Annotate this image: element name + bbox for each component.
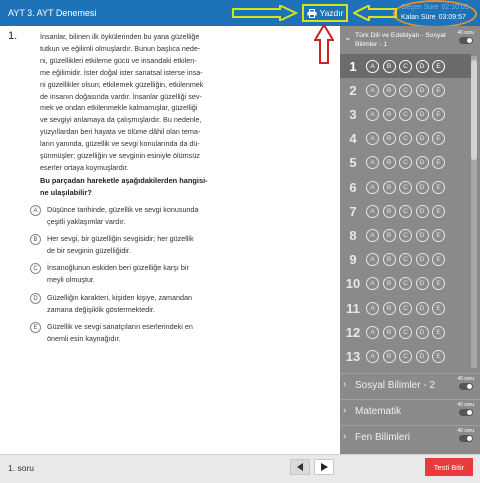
answer-bubble-a[interactable]: A [366,302,379,315]
answer-bubble-c[interactable]: C [399,253,412,266]
section-toggle[interactable] [459,409,473,416]
answer-bubble-e[interactable]: E [432,302,445,315]
answer-bubble-b[interactable]: B [383,350,396,363]
remaining-time [401,14,466,21]
answer-bubble-d[interactable]: D [416,84,429,97]
passage-line: şünmüşler; güzelliğin ve sevginin esiniyle ölümsüz [40,151,200,161]
answer-bubble-c[interactable]: C [399,60,412,73]
answer-row-number: 9 [349,252,357,268]
passage-line: ni güzellikler olsun; etkilemek güzelliğin, etkilenmek [40,79,204,89]
answer-bubble-c[interactable]: C [399,132,412,145]
answer-bubble-a[interactable]: A [366,60,379,73]
option-line: zamana değişiklik göstermektedir. [47,305,155,314]
option-c[interactable] [30,262,320,286]
section-toggle[interactable] [459,435,473,442]
answer-bubble-c[interactable]: C [399,277,412,290]
section-count-label: 40 soru [457,428,474,434]
passage-line: İnsanlar, bilinen ilk öykülerinden bu yana güzelliğe [40,32,200,41]
answer-bubble-d[interactable]: D [416,132,429,145]
answer-row-number: 5 [349,155,357,171]
answer-row[interactable] [340,248,471,272]
answer-bubble-a[interactable]: A [366,253,379,266]
answer-bubble-e[interactable]: E [432,277,445,290]
answer-bubble-c[interactable]: C [399,181,412,194]
prompt-line: ne ulaşılabilir? [40,188,92,197]
answer-row[interactable] [340,151,471,175]
answer-row-number: 4 [349,131,357,147]
answer-bubble-d[interactable]: D [416,60,429,73]
elapsed-time [401,4,469,11]
section-title: Türk Dili ve Edebiyatı - Sosyal Bilimler - 1 [355,32,446,48]
answer-bubble-e[interactable]: E [432,350,445,363]
print-button[interactable] [302,4,348,22]
answer-bubble-b[interactable]: B [383,302,396,315]
answer-bubble-a[interactable]: A [366,132,379,145]
option-line: de bir sevginin güzelliğidir. [47,246,131,255]
passage-line: tutkun ve eğilimli olmuşlardır. Bunun başlıca nede- [40,43,201,53]
answer-bubble-a[interactable]: A [366,156,379,169]
answer-bubble-e[interactable]: E [432,60,445,73]
section-label: Matematik [355,406,402,417]
passage-line: eserler ortaya koymuşlardır. [40,162,129,172]
answer-row-number: 10 [345,276,361,292]
answer-bubble-a[interactable]: A [366,181,379,194]
answer-row-number: 1 [349,58,357,74]
answer-row[interactable] [340,78,471,102]
option-line: Düşünce tarihinde, güzellik ve sevgi konusunda [47,205,199,214]
section-count-label: 40 soru [457,402,474,408]
section-count [457,428,474,442]
section-social-2[interactable] [340,373,480,397]
section-count [457,30,474,44]
answer-row[interactable] [340,296,471,320]
chevron-right-icon: › [343,405,347,416]
answer-row[interactable] [340,320,471,344]
answer-bubble-e[interactable]: E [432,205,445,218]
option-line: Güzelliğin karakteri, kişiden kişiye, zamandan [47,293,193,302]
passage-line: ların yanında, güzellik ve sevgi konularında da dü- [40,139,200,149]
answer-bubble-e[interactable]: E [432,156,445,169]
previous-button[interactable] [290,459,310,475]
question-indicator: 1. soru [8,463,34,473]
section-label: Sosyal Bilimler - 2 [355,380,436,391]
option-line: Güzellik ve sevgi sanatçıların eserlerindeki en [47,322,193,331]
question-number: 1. [8,30,18,42]
answer-bubble-c[interactable]: C [399,326,412,339]
option-e[interactable] [30,321,320,345]
answer-bubble-b[interactable]: B [383,205,396,218]
answer-bubble-d[interactable]: D [416,253,429,266]
passage-line: mek ve ondan etkilenmekle kalmamışlar, güzelliği [40,103,198,113]
prompt-line: Bu parçadan hareketle aşağıdakilerden hangisi- [40,176,208,185]
passage-line: de insanın doğasında vardır. İnsanlar güzelliği sev- [40,91,202,101]
answer-bubble-c[interactable]: C [399,108,412,121]
answer-row-number: 13 [345,348,361,364]
answer-bubble-a[interactable]: A [366,229,379,242]
answer-bubble-d[interactable]: D [416,156,429,169]
option-line: önemli esin kaynağıdır. [47,334,121,343]
section-header-active[interactable] [340,28,480,54]
option-d-text [47,292,192,316]
answer-bubble-d[interactable]: D [416,205,429,218]
question-prompt [40,175,320,199]
answer-row-number: 3 [349,106,357,122]
section-count-label: 40 soru [457,30,474,36]
answer-row[interactable] [340,102,471,126]
answer-bubble-b[interactable]: B [383,326,396,339]
option-a-circle[interactable]: A [30,205,41,216]
panel-scroll-thumb[interactable] [471,60,477,160]
answer-row-number: 2 [349,82,357,98]
answer-bubble-b[interactable]: B [383,277,396,290]
section-science[interactable] [340,425,480,449]
answer-row[interactable] [340,344,471,368]
option-a-text [47,204,198,228]
answer-bubble-b[interactable]: B [383,132,396,145]
answer-row[interactable] [340,223,471,247]
option-e-text [47,321,193,345]
answer-bubble-e[interactable]: E [432,229,445,242]
answer-bubble-e[interactable]: E [432,326,445,339]
option-line: çeşitli yaklaşımlar vardır. [47,217,126,226]
answer-bubble-d[interactable]: D [416,350,429,363]
answer-bubble-e[interactable]: E [432,108,445,121]
option-line: Her sevgi, bir güzelliğin sevgisidir; her güzellik [47,234,194,243]
answer-bubble-a[interactable]: A [366,205,379,218]
option-b-text [47,233,194,257]
next-button[interactable] [314,459,334,475]
answer-bubble-b[interactable]: B [383,156,396,169]
answer-bubble-d[interactable]: D [416,326,429,339]
answer-bubble-b[interactable]: B [383,84,396,97]
answer-bubble-a[interactable]: A [366,84,379,97]
answer-bubble-d[interactable]: D [416,229,429,242]
exam-title: AYT 3. AYT Denemesi [8,8,97,18]
answer-row[interactable] [340,272,471,296]
answer-bubble-e[interactable]: E [432,253,445,266]
option-c-circle[interactable]: C [30,263,41,274]
section-label: Fen Bilimleri [355,432,411,443]
passage-line: ve sevgiyi anlamaya da çalışmışlardır. Bu nedenle, [40,115,202,125]
answer-bubble-b[interactable]: B [383,229,396,242]
annotation-arrow-left-icon [353,5,397,21]
annotation-arrow-right-icon [232,5,298,21]
option-d[interactable] [30,292,320,316]
option-line: İnsanoğlunun eskiden beri güzelliğe karşı bir [47,263,189,272]
passage-line: yüzyıllardan beri hayata ve ölüme dâhil olan tema- [40,127,201,137]
answer-bubble-a[interactable]: A [366,326,379,339]
option-b-circle[interactable]: B [30,234,41,245]
answer-bubble-c[interactable]: C [399,156,412,169]
answer-bubble-a[interactable]: A [366,350,379,363]
section-count-label: 40 soru [457,376,474,382]
answer-row-number: 8 [349,227,357,243]
printer-icon [307,9,317,18]
chevron-down-icon: ⌄ [344,32,352,42]
answer-row[interactable] [340,175,471,199]
answer-bubble-b[interactable]: B [383,108,396,121]
elapsed-value: 02:10:05 [441,4,469,11]
answer-bubble-e[interactable]: E [432,132,445,145]
section-toggle[interactable] [459,37,473,44]
chevron-right-icon: › [343,431,347,442]
section-count [457,376,474,390]
triangle-left-icon [297,463,304,471]
remaining-label: Kalan Süre [401,14,436,21]
section-math[interactable] [340,399,480,423]
option-c-text [47,262,189,286]
answer-bubble-e[interactable]: E [432,181,445,194]
remaining-value: 03:09:57 [438,14,466,21]
answer-row[interactable] [340,54,471,78]
answer-bubble-c[interactable]: C [399,350,412,363]
answer-row-number: 7 [349,203,357,219]
answer-bubble-c[interactable]: C [399,84,412,97]
answer-bubble-e[interactable]: E [432,84,445,97]
answer-row-number: 11 [346,300,360,316]
bottom-bar [0,454,480,483]
answer-bubble-c[interactable]: C [399,205,412,218]
answer-row-number: 6 [349,179,357,195]
answer-bubble-d[interactable]: D [416,108,429,121]
chevron-right-icon: › [343,379,347,390]
answer-bubble-d[interactable]: D [416,302,429,315]
option-b[interactable] [30,233,320,257]
elapsed-label: Geçen Süre [401,4,439,11]
section-toggle[interactable] [459,383,473,390]
answer-bubble-d[interactable]: D [416,277,429,290]
answer-bubble-b[interactable]: B [383,60,396,73]
triangle-right-icon [321,463,328,471]
answer-bubble-a[interactable]: A [366,108,379,121]
answer-bubble-c[interactable]: C [399,302,412,315]
print-label: Yazdır [319,8,344,18]
answer-row-number: 12 [345,324,361,340]
answer-bubble-c[interactable]: C [399,229,412,242]
option-a[interactable] [30,204,320,228]
passage-line: ni, güzellikleri etkileme gücü ve insandaki etkilen- [40,55,197,65]
answer-bubble-b[interactable]: B [383,253,396,266]
section-count [457,402,474,416]
answer-row[interactable] [340,127,471,151]
finish-test-button[interactable]: Testi Bitir [425,458,473,476]
answer-bubble-a[interactable]: A [366,277,379,290]
option-d-circle[interactable]: D [30,293,41,304]
option-e-circle[interactable]: E [30,322,41,333]
answer-bubble-b[interactable]: B [383,181,396,194]
answer-bubble-d[interactable]: D [416,181,429,194]
answer-row[interactable] [340,199,471,223]
option-line: meyli olmuştur. [47,275,95,284]
passage-line: me eğilimidir. İster doğal ister sanatsal isterse insa- [40,67,203,77]
question-passage [40,31,325,174]
